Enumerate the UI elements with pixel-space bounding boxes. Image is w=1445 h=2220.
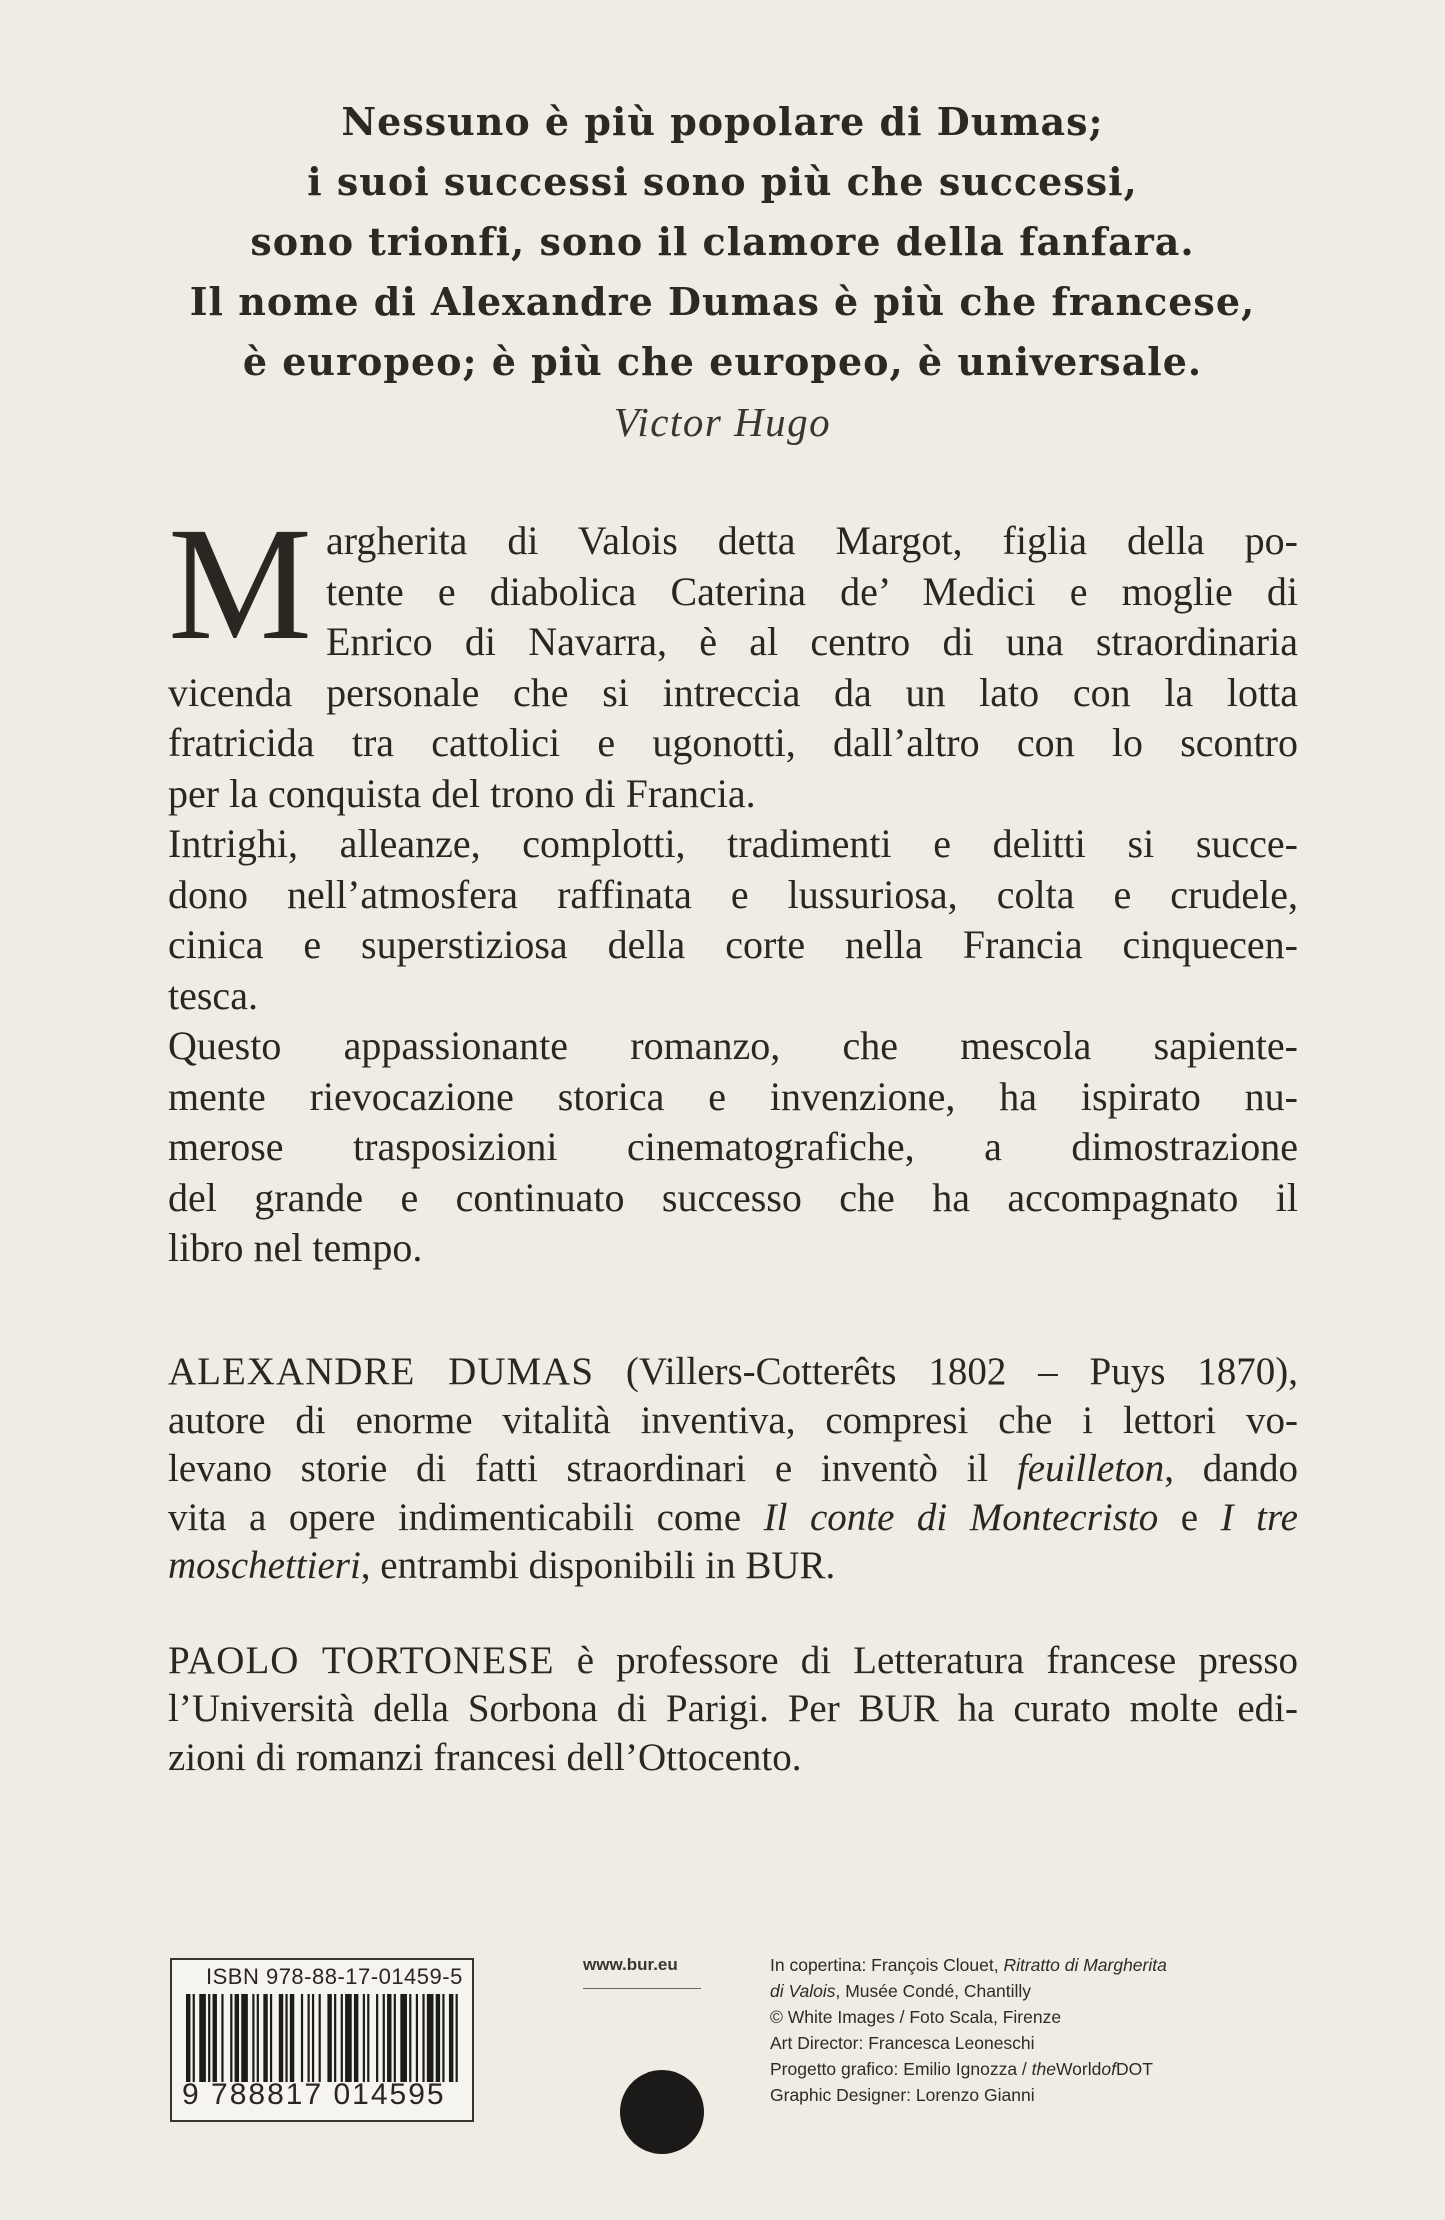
barcode-bar xyxy=(208,1994,210,2082)
author-bios xyxy=(168,1348,1298,1782)
synopsis-paragraph-2 xyxy=(168,819,1298,1021)
barcode-bar xyxy=(257,1994,259,2082)
text-span: In copertina: François Clouet, xyxy=(770,1955,1004,1975)
text-line: mente rievocazione storica e invenzione, ha ispirato nu- xyxy=(168,1073,1298,1119)
barcode-bar xyxy=(334,1994,336,2082)
credit-line xyxy=(770,2056,1330,2082)
barcode-bar xyxy=(301,1994,303,2082)
barcode-bar xyxy=(308,1994,310,2082)
credit-line xyxy=(770,1952,1330,1978)
text-line xyxy=(168,1637,1298,1686)
text-span: , dando xyxy=(1164,1447,1299,1490)
book-title: I tre xyxy=(1220,1495,1298,1539)
barcode-bar xyxy=(363,1994,365,2082)
artwork-title: di Valois xyxy=(770,1981,836,2001)
barcode-bar xyxy=(341,1994,343,2082)
barcode-bar xyxy=(456,1994,458,2082)
barcode-bar xyxy=(387,1994,391,2082)
publisher-dot-logo xyxy=(620,2070,704,2154)
credit-line: Graphic Designer: Lorenzo Gianni xyxy=(770,2085,1035,2105)
barcode-bar xyxy=(354,1994,358,2082)
text-span: of xyxy=(1101,2059,1116,2079)
isbn-label: ISBN 978-88-17-01459-5 xyxy=(206,1964,463,1989)
barcode-bar xyxy=(394,1994,396,2082)
text-line: fratricida tra cattolici e ugonotti, dall’altro con lo scontro xyxy=(168,720,1298,765)
credit-line: © White Images / Foto Scala, Firenze xyxy=(770,2007,1062,2027)
text-line: Enrico di Navarra, è al centro di una straordinaria xyxy=(326,619,1298,664)
artwork-title: Ritratto di Margherita xyxy=(1003,1955,1167,1975)
barcode-bar xyxy=(230,1994,232,2082)
barcode-bar xyxy=(285,1994,287,2082)
barcode-bar xyxy=(400,1994,407,2082)
synopsis xyxy=(168,495,1298,1274)
barcode-digits: 9 788817 014595 xyxy=(182,2078,446,2111)
quote-line: sono trionfi, sono il clamore della fanfara. xyxy=(250,219,1195,264)
text-line: Intrighi, alleanze, complotti, tradimenti e delitti si succe- xyxy=(168,821,1298,866)
text-span: , Musée Condé, Chantilly xyxy=(835,1981,1032,2001)
barcode-bar xyxy=(422,1994,424,2082)
barcode-bar xyxy=(193,1994,195,2082)
text-line xyxy=(168,1494,1298,1543)
barcode-bar xyxy=(270,1994,272,2082)
barcode-bar xyxy=(327,1994,331,2082)
barcode-bar xyxy=(436,1994,440,2082)
publisher-website: www.bur.eu xyxy=(583,1955,678,1974)
text-span: (Villers-Cotterêts 1802 – Puys 1870), xyxy=(594,1350,1299,1393)
credit-line: Art Director: Francesca Leoneschi xyxy=(770,2033,1035,2053)
text-span: è professore di Letteratura francese presso xyxy=(554,1638,1299,1682)
text-span: , entrambi disponibili in BUR. xyxy=(360,1544,836,1587)
text-line: tente e diabolica Caterina de’ Medici e moglie di xyxy=(326,568,1298,614)
barcode-bar xyxy=(312,1994,314,2082)
barcode-bar xyxy=(319,1994,321,2082)
text-span: Progetto grafico: Emilio Ignozza / xyxy=(770,2059,1032,2079)
text-line: zioni di romanzi francesi dell’Ottocento. xyxy=(168,1735,802,1779)
quote-line: i suoi successi sono più che successi, xyxy=(307,159,1138,204)
barcode-bar xyxy=(442,1994,444,2082)
text-line xyxy=(168,1348,1298,1397)
barcode-bar xyxy=(383,1994,385,2082)
text-line: cinica e superstiziosa della corte nella Francia cinquecen- xyxy=(168,922,1298,967)
barcode-bar xyxy=(235,1994,239,2082)
text-line: l’Università della Sorbona di Parigi. Per BUR ha curato molte edi- xyxy=(168,1687,1298,1730)
barcode-icon xyxy=(186,1994,460,2082)
barcode-bar xyxy=(199,1994,206,2082)
barcode-bar xyxy=(263,1994,267,2082)
barcode-bar xyxy=(221,1994,223,2082)
author-name: ALEXANDRE DUMAS xyxy=(168,1350,595,1393)
text-line: autore di enorme vitalità inventiva, compresi che i lettori vo- xyxy=(168,1398,1298,1442)
barcode-bar xyxy=(279,1994,283,2082)
credit-line xyxy=(770,1978,1330,2004)
spacer xyxy=(168,1591,1298,1637)
barcode-bar xyxy=(241,1994,248,2082)
quote-line: è europeo; è più che europeo, è universale. xyxy=(242,339,1203,384)
text-line: vicenda personale che si intreccia da un lato con la lotta xyxy=(168,669,1298,715)
text-line: del grande e continuato successo che ha accompagnato il xyxy=(168,1174,1298,1220)
isbn-barcode xyxy=(170,1958,474,2122)
divider xyxy=(583,1988,701,1989)
book-title: Il conte di Montecristo xyxy=(763,1495,1159,1539)
quote-line: Il nome di Alexandre Dumas è più che francese, xyxy=(189,279,1256,324)
barcode-bar xyxy=(252,1994,254,2082)
text-line: libro nel tempo. xyxy=(168,1225,423,1270)
text-line: per la conquista del trono di Francia. xyxy=(168,770,756,816)
epigraph-quote xyxy=(0,92,1445,452)
italic-term: feuilleton xyxy=(1016,1447,1165,1490)
text-line xyxy=(168,1542,1298,1591)
quote-author: Victor Hugo xyxy=(613,399,832,445)
text-line: argherita di Valois detta Margot, figlia della po- xyxy=(326,518,1298,563)
barcode-bar xyxy=(449,1994,453,2082)
barcode-bar xyxy=(416,1994,418,2082)
barcode-bar xyxy=(367,1994,369,2082)
synopsis-paragraph-3 xyxy=(168,1021,1298,1274)
text-line: dono nell’atmosfera raffinata e lussuriosa, colta e crudele, xyxy=(168,871,1298,917)
text-span: levano storie di fatti straordinari e inventò il xyxy=(168,1447,1017,1490)
barcode-bar xyxy=(376,1994,378,2082)
text-line: tesca. xyxy=(168,972,258,1018)
text-line xyxy=(168,1445,1298,1494)
barcode-bar xyxy=(409,1994,411,2082)
barcode-bar xyxy=(290,1994,294,2082)
bio-dumas xyxy=(168,1348,1298,1591)
author-name: PAOLO TORTONESE xyxy=(168,1638,555,1682)
quote-line: Nessuno è più popolare di Dumas; xyxy=(341,99,1104,144)
text-line: merose trasposizioni cinematografiche, a dimostrazione xyxy=(168,1124,1298,1169)
barcode-bar xyxy=(213,1994,217,2082)
text-line: Questo appassionante romanzo, che mescola sapiente- xyxy=(168,1023,1298,1068)
cover-credits xyxy=(770,1952,1330,2108)
drop-cap: M xyxy=(168,495,313,674)
barcode-bar xyxy=(186,1994,190,2082)
synopsis-paragraph-1 xyxy=(168,495,1298,819)
barcode-bar xyxy=(345,1994,352,2082)
text-span: DOT xyxy=(1115,2059,1153,2079)
book-title: moschettieri xyxy=(168,1544,361,1587)
text-span: World xyxy=(1055,2059,1102,2079)
text-span: e xyxy=(1158,1495,1221,1539)
bio-tortonese xyxy=(168,1637,1298,1783)
text-span: vita a opere indimenticabili come xyxy=(168,1495,764,1539)
text-span: the xyxy=(1031,2059,1056,2079)
barcode-bar xyxy=(427,1994,434,2082)
